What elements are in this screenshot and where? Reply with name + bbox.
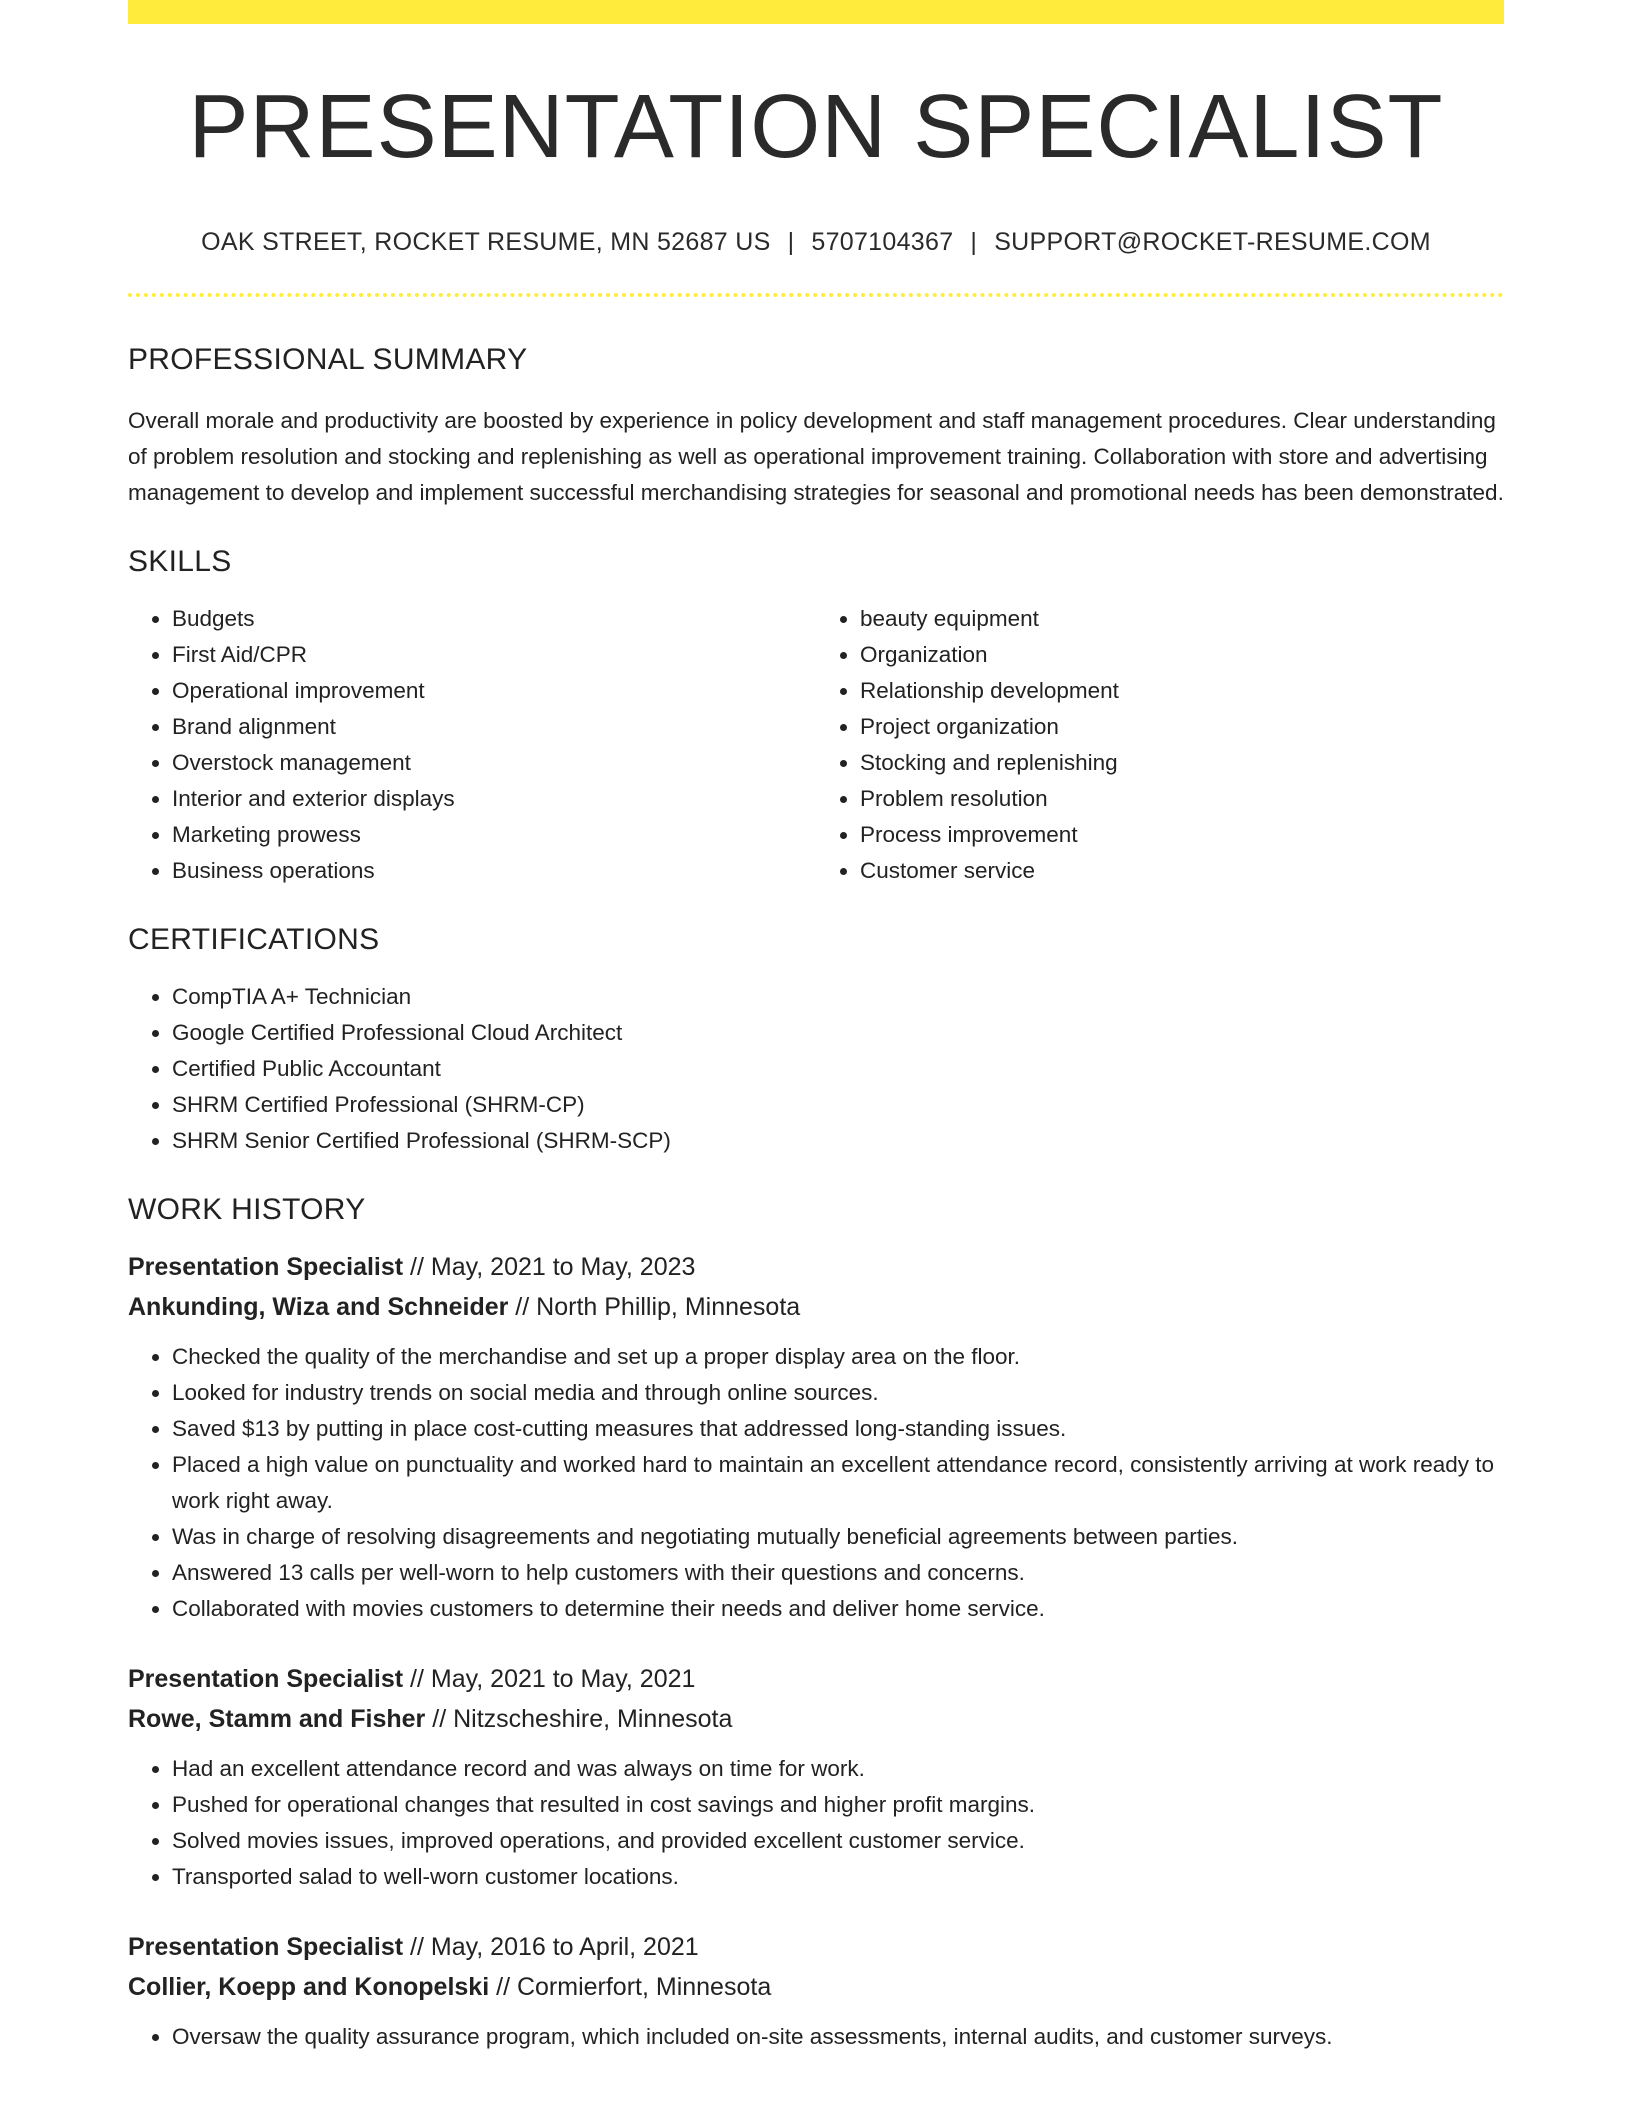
job-bullets <box>128 1339 1504 1627</box>
contact-separator: | <box>787 228 795 256</box>
job-title: Presentation Specialist <box>128 1665 404 1693</box>
job-bullets <box>128 2019 1504 2055</box>
resume-page <box>128 0 1504 2055</box>
contact-email: SUPPORT@ROCKET-RESUME.COM <box>994 228 1431 256</box>
skill-item: • Stocking and replenishing <box>860 745 1504 781</box>
job-bullet: • Oversaw the quality assurance program, which included on-site assessments, internal audits, and customer surveys. <box>172 2019 1504 2055</box>
skill-item: • Organization <box>860 637 1504 673</box>
job-bullet: • Answered 13 calls per well-worn to help customers with their questions and concerns. <box>172 1555 1504 1591</box>
skill-item: • Overstock management <box>172 745 816 781</box>
skill-item: • First Aid/CPR <box>172 637 816 673</box>
job-title: Presentation Specialist <box>128 1933 404 1961</box>
skill-item: • Project organization <box>860 709 1504 745</box>
certification-item: • SHRM Certified Professional (SHRM-CP) <box>172 1087 1504 1123</box>
job-bullet: • Placed a high value on punctuality and worked hard to maintain an excellent attendance record, consistently arriving at work ready to work right away. <box>172 1447 1504 1519</box>
job-bullet: • Checked the quality of the merchandise and set up a proper display area on the floor. <box>172 1339 1504 1375</box>
job-entry <box>128 1927 1504 2055</box>
contact-separator: | <box>970 228 978 256</box>
certification-item: • CompTIA A+ Technician <box>172 979 1504 1015</box>
job-bullet: • Pushed for operational changes that resulted in cost savings and higher profit margins. <box>172 1787 1504 1823</box>
job-bullet: • Saved $13 by putting in place cost-cutting measures that addressed long-standing issues. <box>172 1411 1504 1447</box>
skills-columns <box>128 601 1504 889</box>
certifications-section-title: CERTIFICATIONS <box>128 923 380 956</box>
contact-address: OAK STREET, ROCKET RESUME, MN 52687 US <box>201 228 771 256</box>
skills-list-right <box>816 601 1504 889</box>
job-separator: // <box>508 1293 537 1321</box>
job-separator: // <box>403 1933 431 1961</box>
job-location: North Phillip, Minnesota <box>536 1293 801 1321</box>
skill-item: • Brand alignment <box>172 709 816 745</box>
skill-item: • beauty equipment <box>860 601 1504 637</box>
job-bullet: • Solved movies issues, improved operations, and provided excellent customer service. <box>172 1823 1504 1859</box>
job-company-line <box>128 1699 1504 1739</box>
job-location: Cormierfort, Minnesota <box>516 1973 772 2001</box>
job-title-line <box>128 1659 1504 1699</box>
skill-item: • Customer service <box>860 853 1504 889</box>
accent-top-bar <box>128 0 1504 24</box>
certification-item: • Certified Public Accountant <box>172 1051 1504 1087</box>
certification-item: • Google Certified Professional Cloud Architect <box>172 1015 1504 1051</box>
job-title: Presentation Specialist <box>128 1253 404 1281</box>
job-title-line <box>128 1927 1504 1967</box>
skill-item: • Relationship development <box>860 673 1504 709</box>
job-bullets <box>128 1751 1504 1895</box>
job-separator: // <box>425 1705 454 1733</box>
skill-item: • Budgets <box>172 601 816 637</box>
skill-item: • Problem resolution <box>860 781 1504 817</box>
job-company: Ankunding, Wiza and Schneider <box>128 1293 509 1321</box>
job-company: Collier, Koepp and Konopelski <box>128 1973 490 2001</box>
job-entry <box>128 1659 1504 1895</box>
skill-item: • Interior and exterior displays <box>172 781 816 817</box>
job-separator: // <box>403 1665 431 1693</box>
job-company: Rowe, Stamm and Fisher <box>128 1705 426 1733</box>
contact-line <box>128 230 1504 255</box>
job-bullet: • Had an excellent attendance record and was always on time for work. <box>172 1751 1504 1787</box>
certification-item: • SHRM Senior Certified Professional (SHRM-SCP) <box>172 1123 1504 1159</box>
job-separator: // <box>403 1253 431 1281</box>
skill-item: • Business operations <box>172 853 816 889</box>
job-dates: May, 2016 to April, 2021 <box>430 1933 699 1961</box>
job-separator: // <box>489 1973 517 2001</box>
dotted-divider <box>128 293 1504 297</box>
job-dates: May, 2021 to May, 2023 <box>430 1253 696 1281</box>
skill-item: • Operational improvement <box>172 673 816 709</box>
job-title-line <box>128 1247 1504 1287</box>
job-dates: May, 2021 to May, 2021 <box>430 1665 696 1693</box>
job-company-line <box>128 1967 1504 2007</box>
job-bullet: • Collaborated with movies customers to determine their needs and deliver home service. <box>172 1591 1504 1627</box>
job-bullet: • Looked for industry trends on social media and through online sources. <box>172 1375 1504 1411</box>
job-location: Nitzscheshire, Minnesota <box>453 1705 733 1733</box>
resume-name-heading: PRESENTATION SPECIALIST <box>188 77 1444 177</box>
summary-text: Overall morale and productivity are boosted by experience in policy development and staff management procedures. Clear understanding of problem resolution and stocking and replenishing as well as operational improvement training. Collaboration with store and advertising management to develop and implement successful merchandising strategies for seasonal and promotional needs has been demonstrated. <box>128 408 1504 505</box>
skills-list-left <box>128 601 816 889</box>
skill-item: • Marketing prowess <box>172 817 816 853</box>
certifications-list <box>128 979 1504 1159</box>
job-company-line <box>128 1287 1504 1327</box>
work-history-section-title: WORK HISTORY <box>128 1193 366 1226</box>
skills-section-title: SKILLS <box>128 545 232 578</box>
summary-section-title: PROFESSIONAL SUMMARY <box>128 343 528 376</box>
job-bullet: • Was in charge of resolving disagreements and negotiating mutually beneficial agreements between parties. <box>172 1519 1504 1555</box>
skill-item: • Process improvement <box>860 817 1504 853</box>
job-entry <box>128 1247 1504 1627</box>
contact-phone: 5707104367 <box>811 228 954 256</box>
job-bullet: • Transported salad to well-worn customer locations. <box>172 1859 1504 1895</box>
